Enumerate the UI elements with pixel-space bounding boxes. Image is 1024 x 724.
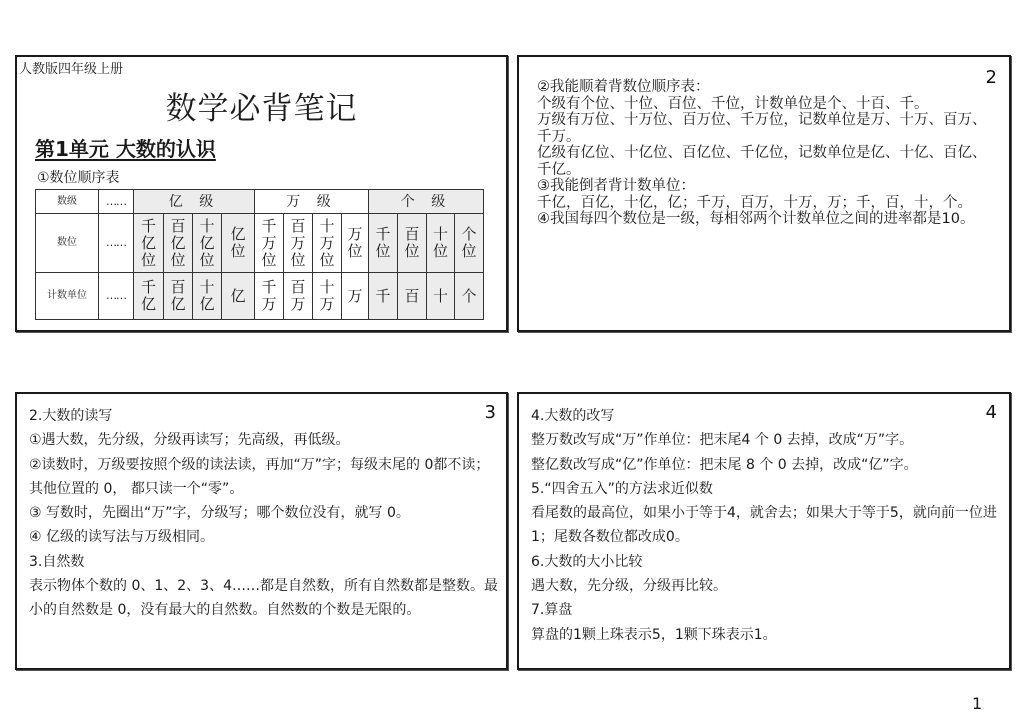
section-heading: 5.“四舍五入”的方法求近似数 [531, 480, 713, 497]
place-cell: 十位 [432, 225, 448, 260]
text-line: 遇大数，先分级，分级再比较。 [531, 578, 727, 595]
ellipsis-cell: …… [99, 273, 134, 320]
place-cell: 个位 [461, 225, 477, 260]
row-header: 计数单位 [36, 273, 99, 320]
page-title: 数学必背笔记 [165, 91, 358, 127]
text-line: ③我能倒者背计数单位： [537, 178, 695, 194]
row-header: 数位 [36, 214, 99, 273]
table-row-places [36, 214, 484, 273]
card-page-number: 2 [985, 67, 997, 88]
card-reading-writing-large-numbers [15, 392, 508, 670]
text-line: ④我国每四个数位是一级，每相邻两个计数单位之间的进率都是10。 [537, 211, 975, 227]
unit-cell: 十 [432, 286, 448, 305]
place-cell: 百亿位 [170, 216, 186, 269]
unit-cell: 个 [461, 286, 477, 305]
text-line: 表示物体个数的 0、1、2、3、4……都是自然数，所有自然数都是整数。最小的自然数是 0，没有最大的自然数。自然数的个数是无限的。 [29, 578, 498, 619]
card-place-value-chart [15, 55, 508, 332]
section-label: ①数位顺序表 [37, 170, 120, 186]
place-cell: 百位 [404, 225, 420, 260]
text-line: ③ 写数时，先圈出“万”字，分级写；哪个数位没有，就写 0。 [29, 505, 410, 522]
unit-cell: 百亿 [170, 278, 186, 313]
table-row-levels [36, 190, 484, 214]
text-line: ②读数时，万级要按照个级的读法读，再加“万”字；每级末尾的 0都不读；其他位置的 0， 都只读一个“零”。 [29, 456, 490, 497]
unit-cell: 千万 [261, 278, 277, 313]
text-line: ④ 亿级的读写法与万级相同。 [29, 529, 215, 546]
unit-title: 第1单元 大数的认识 [35, 137, 216, 161]
unit-cell: 千亿 [140, 278, 156, 313]
place-cell: 十万位 [319, 216, 335, 269]
place-cell: 万位 [347, 225, 363, 260]
section-heading: 4.大数的改写 [531, 408, 615, 424]
card-text [537, 79, 997, 228]
section-heading: 7.算盘 [531, 602, 573, 619]
row-header: 数级 [36, 190, 99, 214]
card-text [531, 404, 1009, 647]
place-cell: 十亿位 [199, 216, 215, 269]
text-line: 算盘的1颗上珠表示5，1颗下珠表示1。 [531, 626, 777, 643]
card-place-order-recitation [517, 55, 1011, 332]
footer-page-number: 1 [972, 694, 983, 713]
place-cell: 千万位 [261, 216, 277, 269]
level-ge: 个 级 [369, 190, 484, 214]
section-heading: 3.自然数 [29, 553, 85, 570]
text-line: 看尾数的最高位，如果小于等于4，就舍去；如果大于等于5，就向前一位进1；尾数各数位都改成0。 [531, 505, 997, 546]
card-page-number: 4 [985, 402, 997, 423]
place-value-table [35, 189, 484, 320]
unit-cell: 十万 [319, 278, 335, 313]
level-yi: 亿 级 [134, 190, 255, 214]
section-heading: 6.大数的大小比较 [531, 553, 643, 570]
text-line: 万级有万位、十万位、百万位、千万位，记数单位是万、十万、百万、千万。 [537, 112, 987, 145]
unit-cell: 百万 [290, 278, 306, 313]
card-page-number: 3 [484, 402, 496, 423]
text-line: 整亿数改写成“亿”作单位：把末尾 8 个 0 去掉，改成“亿”字。 [531, 456, 918, 473]
level-wan: 万 级 [255, 190, 369, 214]
text-line: ②我能顺着背数位顺序表： [537, 79, 710, 95]
text-line: 整万数改写成“万”作单位：把末尾4 个 0 去掉，改成“万”字。 [531, 432, 914, 449]
place-cell: 千亿位 [140, 216, 156, 269]
place-cell: 百万位 [290, 216, 306, 269]
text-line: 亿级有亿位、十亿位、百亿位、千亿位，记数单位是亿、十亿、百亿、千亿。 [537, 145, 987, 178]
unit-cell: 亿 [230, 286, 246, 305]
place-cell: 千位 [375, 225, 391, 260]
card-rewriting-and-comparing [517, 392, 1011, 670]
unit-cell: 千 [375, 286, 391, 305]
text-line: 千亿，百亿，十亿，亿；千万，百万，十万，万；千，百，十，个。 [537, 194, 972, 211]
text-line: ①遇大数，先分级，分级再读写；先高级，再低级。 [29, 432, 350, 449]
ellipsis-cell: …… [99, 214, 134, 273]
place-cell: 亿位 [230, 225, 246, 260]
edition-label: 人教版四年级上册 [19, 62, 124, 77]
section-heading: 2.大数的读写 [29, 408, 113, 424]
unit-cell: 百 [404, 286, 420, 305]
text-line: 个级有个位、十位、百位、千位，计数单位是个、十百、千。 [537, 95, 929, 112]
unit-cell: 十亿 [199, 278, 215, 313]
unit-cell: 万 [347, 286, 363, 305]
card-text [29, 404, 499, 623]
table-row-units [36, 273, 484, 320]
ellipsis-cell: …… [99, 190, 134, 214]
